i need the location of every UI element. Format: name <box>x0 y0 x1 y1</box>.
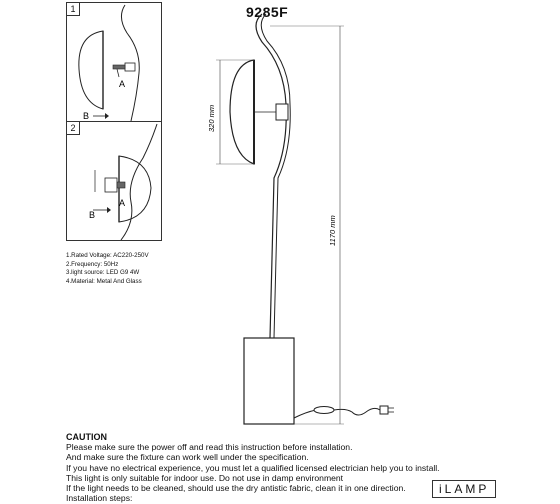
install-step-2-panel <box>66 121 162 241</box>
caution-section <box>66 432 440 504</box>
caution-line: If the light needs to be cleaned, should use the dry antistic fabric, clean it in one direction. <box>66 483 406 494</box>
label-a: A <box>119 79 126 89</box>
install-step-1-panel <box>66 2 162 122</box>
step-2-illustration <box>67 122 161 240</box>
step-number: 1 <box>67 3 80 16</box>
label-a: A <box>119 198 126 208</box>
caution-title: CAUTION <box>66 432 107 442</box>
model-number: 9285F <box>246 4 289 20</box>
spec-row: 1.Rated Voltage: AC220-250V <box>66 252 149 259</box>
caution-line: Please make sure the power off and read this instruction before installation. <box>66 442 353 453</box>
spec-row: 2.Frequency: 50Hz <box>66 260 119 268</box>
spec-row: 3.light source: LED G9 4W <box>66 269 140 277</box>
caution-line: If you have no electrical experience, you must let a qualified licensed electrician help you to install. <box>66 462 440 473</box>
specifications <box>66 252 149 286</box>
label-b: B <box>89 210 96 220</box>
caution-line: Installation steps: <box>66 493 133 504</box>
brand-logo: iLAMP <box>432 480 496 498</box>
total-height-dimension: 1170 mm <box>328 215 337 246</box>
lamp-holder <box>276 104 288 120</box>
shade-height-dimension: 320 mm <box>207 104 216 132</box>
foot-switch <box>314 407 334 414</box>
spec-row: 4.Material: Metal And Glass <box>66 277 142 285</box>
floor-lamp-drawing <box>190 8 490 438</box>
lamp-shade <box>230 60 254 164</box>
step-number: 2 <box>67 122 80 135</box>
caution-line: And make sure the fixture can work well under the specification. <box>66 452 309 463</box>
label-b: B <box>83 111 90 121</box>
lamp-base <box>244 338 294 424</box>
step-1-illustration <box>67 3 161 121</box>
caution-line: This light is only suitable for indoor use. Do not use in damp environment <box>66 472 344 483</box>
power-cable <box>294 410 316 418</box>
power-plug <box>380 406 388 414</box>
